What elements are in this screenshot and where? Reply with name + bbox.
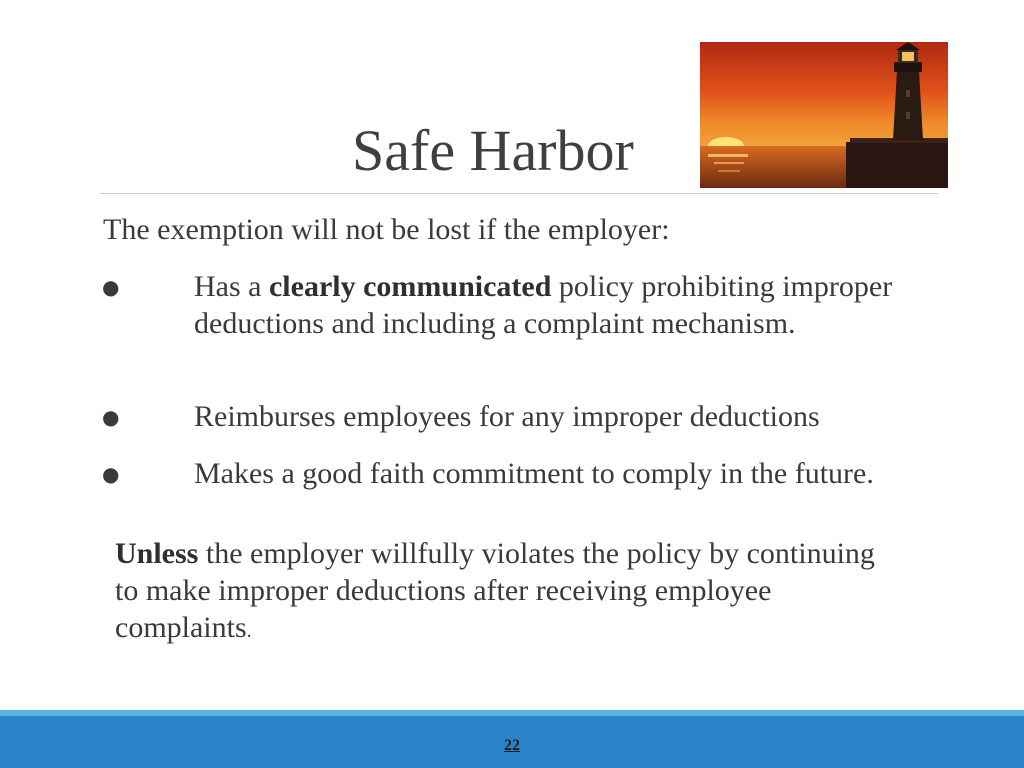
title-divider	[100, 193, 938, 194]
bullet-dot-icon: ●	[102, 462, 120, 486]
bullet-text	[194, 268, 914, 342]
unless-paragraph	[115, 535, 905, 650]
unless-text: the employer willfully violates the policy by continuing to make improper deductions after receiving employee complaints	[115, 537, 875, 644]
page-number: 22	[504, 737, 520, 754]
bullet-dot-icon: ●	[102, 405, 120, 429]
bullet-text-suffix: policy prohibiting improper deductions and including a complaint mechanism.	[194, 270, 893, 340]
bullet-text: Makes a good faith commitment to comply in the future.	[194, 457, 874, 490]
slide-title: Safe Harbor	[352, 118, 634, 183]
unless-bold: Unless	[115, 537, 199, 570]
intro-text: The exemption will not be lost if the employer:	[103, 213, 670, 246]
bullet-text-bold: clearly communicated	[268, 270, 552, 303]
lighthouse-sunset-photo	[700, 42, 948, 188]
bullet-text: Reimburses employees for any improper deductions	[194, 400, 820, 433]
bullet-dot-icon: ●	[102, 275, 120, 299]
bullet-text-prefix: Has a	[194, 270, 269, 303]
unless-period: .	[246, 620, 252, 642]
